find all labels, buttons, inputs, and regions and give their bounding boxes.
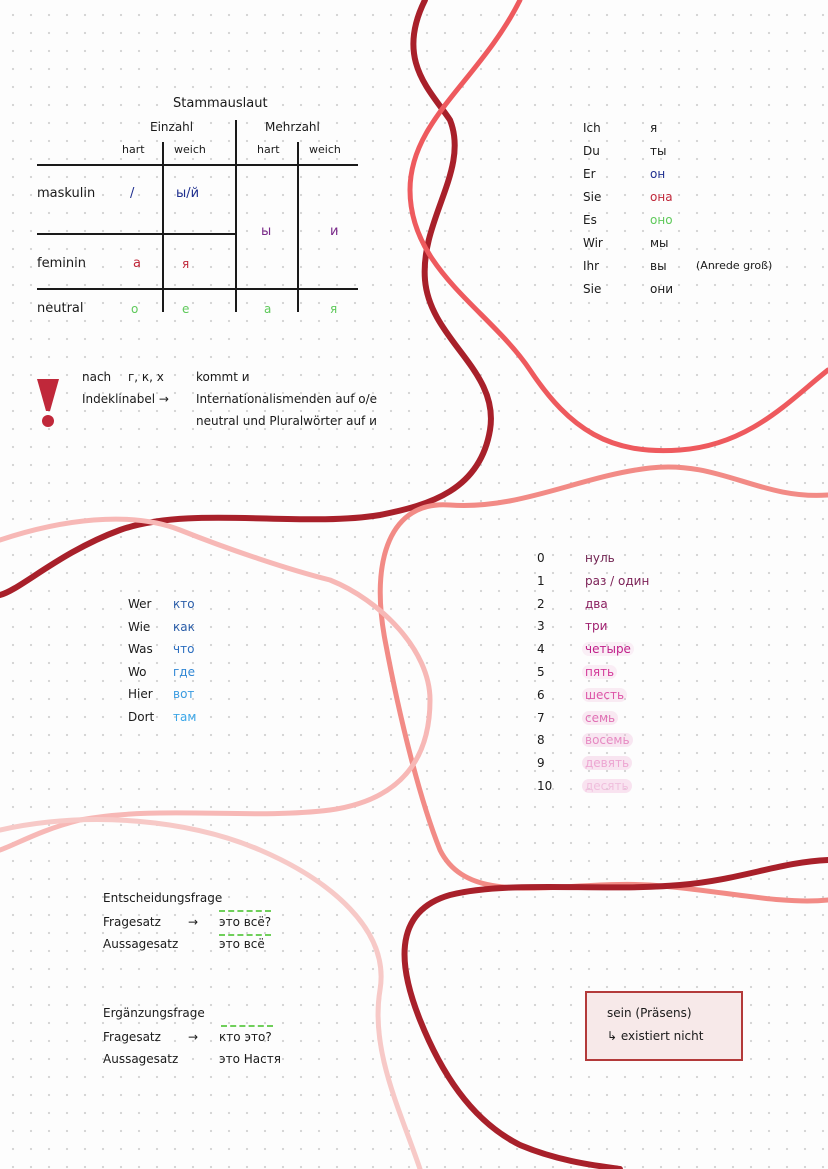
pronoun-russian: вы [650,259,667,273]
sub-header-hard-pl: hart [257,143,280,156]
pronoun-german: Wir [583,236,603,250]
intonation-mark [219,934,271,936]
question-word-german: Dort [128,710,155,724]
number-digit: 3 [537,619,545,634]
curve-salmon [380,467,828,901]
row-label-feminine: feminin [37,256,86,271]
number-digit: 10 [537,779,553,793]
number-digit: 5 [537,665,545,679]
row-label-neuter: neutral [37,301,84,316]
sein-line-1: sein (Präsens) [607,1006,692,1020]
number-digit: 8 [537,733,545,748]
number-word: нуль [585,551,615,565]
number-digit: 0 [537,551,545,565]
question-word-russian: вот [173,687,195,702]
exclamation-icon [35,375,61,429]
pronoun-german: Er [583,167,596,181]
pronoun-german: Sie [583,190,602,204]
number-digit: 9 [537,756,545,771]
curve-pink-bottom [0,820,420,1169]
yesno-statement-label: Aussagesatz [103,937,179,951]
sein-line-2: ↳ existiert nicht [607,1029,704,1043]
pronoun-german: Du [583,144,600,158]
question-word-german: Wer [128,597,152,611]
ending-pl-hard: ы [261,224,272,239]
note-line-1-c: kommt и [196,370,250,384]
pronoun-german: Ihr [583,259,600,273]
yesno-title: Entscheidungsfrage [103,891,223,905]
pronoun-russian: я [650,121,658,135]
ending-neut-soft: е [182,302,190,316]
wh-title: Ergänzungsfrage [103,1006,205,1020]
number-word: раз / один [585,573,650,588]
wh-question-text: кто это? [219,1030,272,1044]
number-word: восемь [582,733,633,747]
table-rule [37,288,358,290]
ending-neut-pl-hard: а [264,302,272,316]
ending-pl-soft: и [330,224,339,239]
arrow-icon: → [188,915,199,929]
yesno-question-text: это всё? [219,915,272,929]
ending-masc-soft: ы/й [176,186,200,201]
number-word: десять [582,779,632,793]
pronoun-german: Sie [583,282,602,296]
number-word: пять [582,665,617,679]
header-singular: Einzahl [150,120,194,134]
yesno-statement-text: это всё [219,937,265,951]
pronoun-russian: он [650,167,666,181]
number-digit: 2 [537,596,545,611]
question-word-russian: что [173,642,195,657]
number-digit: 7 [537,710,545,725]
sein-note-box [585,991,743,1061]
pronoun-german: Ich [583,121,601,135]
pronoun-russian: оно [650,213,673,227]
pronoun-russian: мы [650,236,669,250]
pronoun-german: Es [583,213,597,227]
question-word-russian: как [173,619,195,634]
number-word: четыре [582,642,634,656]
yesno-question-label: Fragesatz [103,915,161,929]
table-rule [37,164,358,166]
table-rule [37,233,235,235]
table-divider [162,142,164,312]
number-word: семь [582,711,618,725]
ending-neut-pl-soft: я [330,302,338,316]
number-word: три [585,619,608,634]
number-word: девять [582,756,632,770]
sub-header-soft-pl: weich [309,143,341,156]
question-word-russian: кто [173,597,195,611]
question-word-russian: где [173,664,195,679]
pronoun-russian: она [650,190,673,204]
pronoun-russian: они [650,282,673,296]
intonation-mark [219,910,271,912]
question-word-german: Wo [128,664,147,679]
note-line-1-b: г, к, х [128,370,164,384]
wh-question-label: Fragesatz [103,1030,161,1044]
pronoun-note: (Anrede groß) [696,259,773,272]
ending-fem-hard: а [133,256,141,271]
note-line-2-a: Indeklinabel → [82,392,169,406]
note-line-2-b: Internationalismenden auf о/е [196,392,378,406]
ending-masc-hard: / [130,186,135,201]
note-line-3: neutral und Pluralwörter auf и [196,414,377,428]
curve-dark-top [0,0,491,595]
intonation-mark [221,1025,273,1027]
wh-statement-label: Aussagesatz [103,1052,179,1066]
number-digit: 1 [537,573,545,588]
wh-statement-text: это Настя [219,1052,281,1066]
curve-red-top [410,0,828,451]
number-word: два [585,596,608,611]
question-word-german: Hier [128,687,153,702]
note-line-1-a: nach [82,370,112,384]
number-word: шесть [582,688,627,702]
sub-header-soft-sg: weich [174,143,206,156]
question-word-german: Was [128,642,153,657]
number-digit: 4 [537,642,545,657]
sub-header-hard-sg: hart [122,143,145,156]
ending-neut-hard: о [131,302,139,316]
pronoun-russian: ты [650,144,667,158]
header-plural: Mehrzahl [265,120,320,134]
question-word-russian: там [173,710,197,724]
question-word-german: Wie [128,619,151,634]
number-digit: 6 [537,687,545,702]
curve-pink-left [0,519,430,850]
row-label-masculine: maskulin [37,186,96,201]
ending-fem-soft: я [182,257,190,271]
arrow-icon: → [188,1030,199,1044]
table-divider [235,120,237,312]
table-divider [297,142,299,312]
table-title: Stammauslaut [173,96,268,111]
